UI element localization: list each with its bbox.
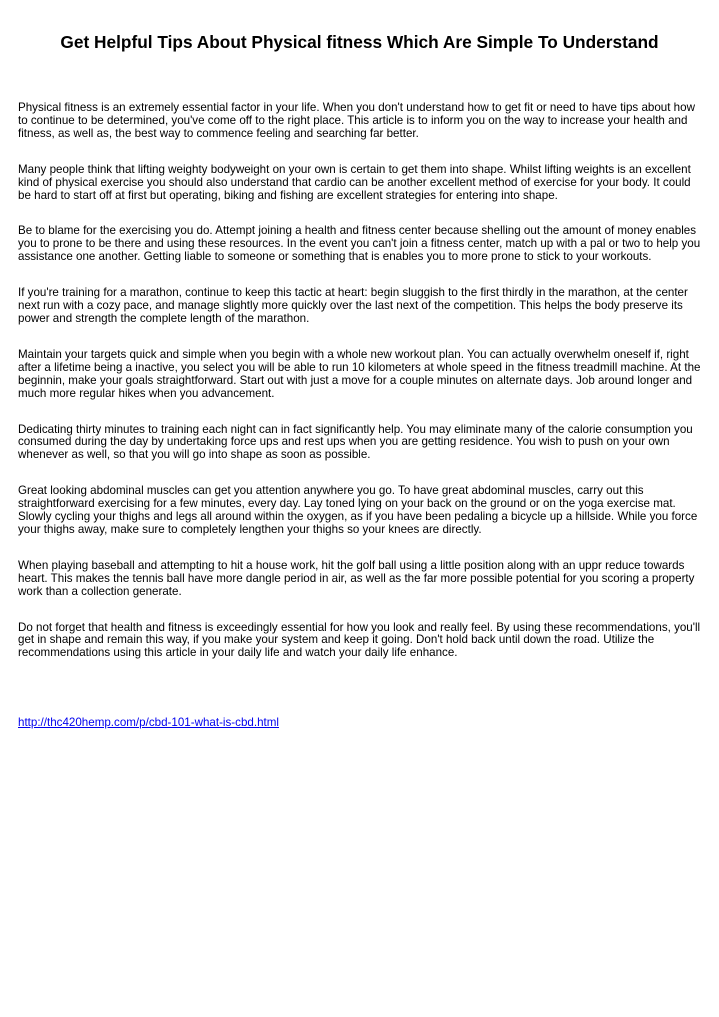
paragraph-2: Many people think that lifting weighty bodyweight on your own is certain to get them into shape. Whilst lifting weights is an excellent kind of physical exercise you should also understand that cardio can be another excellent method of exercise for your body. It could be hard to start off at first but operating, biking and fishing are excellent strategies for entering into shape. (18, 162, 691, 202)
paragraph-9: Do not forget that health and fitness is exceedingly essential for how you look and really feel. By using these recommendations, you'll get in shape and remain this way, if you make your system and keep it going. Don't hold back until down the road. Utilize the recommendations using this article in your daily life and watch your daily life enhance. (18, 620, 701, 660)
link-spacer (18, 683, 701, 713)
paragraph-7: Great looking abdominal muscles can get you attention anywhere you go. To have great abdominal muscles, carry out this straightforward exercising for a few minutes, every day. Lay toned lying on your back on the ground or on the yoga exercise mat. Slowly cycling your thighs and legs all around within the oxygen, as if you have been pedaling a bicycle up a hillside. While you force your thighs away, make sure to completely lengthen your thighs so your knees are directly. (18, 484, 698, 536)
source-link[interactable]: http://thc420hemp.com/p/cbd-101-what-is-cbd.html (18, 716, 279, 730)
paragraph-1: Physical fitness is an extremely essential factor in your life. When you don't understand how to get fit or need to have tips about how to continue to be determined, you've come off to the right place. This article is to inform you on the way to increase your health and fitness, as well as, the best way to commence feeling and searching far better. (18, 101, 695, 140)
paragraph-5: Maintain your targets quick and simple when you begin with a whole new workout plan. You can actually overwhelm oneself if, right after a lifetime being a inactive, you select you will be able to run 10 kilometers at whole speed in the fitness treadmill machine. At the beginnin, make your goals straightforward. Start out with just a move for a couple minutes on alternate days. Job around longer and much more regular hikes when you advancement. (18, 347, 701, 400)
document-body (18, 102, 701, 731)
paragraph-3: Be to blame for the exercising you do. Attempt joining a health and fitness center because shelling out the amount of money enables you to prone to be there and using these resources. In the event you can't join a fitness center, match up with a pal or two to help you assistance one another. Getting liable to someone or something that is enables you to more prone to stick to your workouts. (18, 224, 701, 264)
paragraph-6: Dedicating thirty minutes to training each night can in fact significantly help. You may eliminate many of the calorie consumption you consumed during the day by undertaking force ups and rest ups when you are getting residence. You wish to push on your own whenever as well, so that you will go into shape as soon as possible. (18, 422, 693, 462)
paragraph-8: When playing baseball and attempting to hit a house work, hit the golf ball using a little position along with an uppr reduce towards heart. This makes the tennis ball have more dangle period in air, as well as the far more possible potential for you scoring a property work than a collection generate. (18, 558, 695, 598)
document-title: Get Helpful Tips About Physical fitness Which Are Simple To Understand (60, 32, 659, 52)
paragraph-4: If you're training for a marathon, continue to keep this tactic at heart: begin sluggish to the first thirdly in the marathon, at the center next run with a cozy pace, and manage slightly more quickly over the last next of the competition. This helps the body preserve its power and strength the complete length of the marathon. (18, 286, 688, 325)
